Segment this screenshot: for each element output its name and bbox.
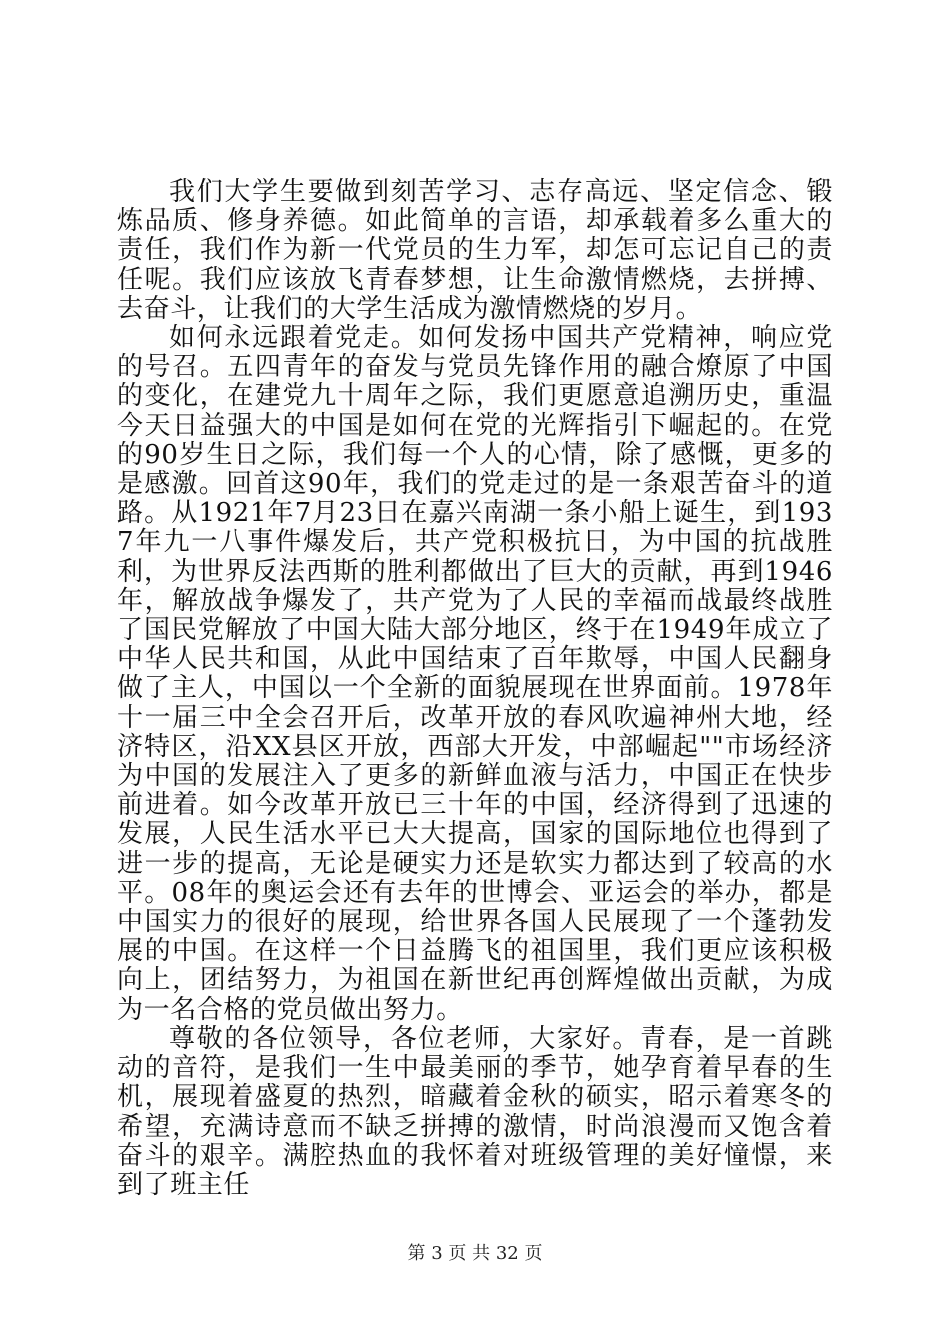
paragraph-1: 我们大学生要做到刻苦学习、志存高远、坚定信念、锻炼品质、修身养德。如此简单的言语，却承载着多么重大的责任，我们作为新一代党员的生力军，却怎可忘记自己的责任呢。我们应该放飞青春梦想，让生命激情燃烧，去拼搏、去奋斗，让我们的大学生活成为激情燃烧的岁月。: [117, 177, 833, 324]
page-number-footer: 第 3 页 共 32 页: [407, 1243, 543, 1264]
paragraph-2: 如何永远跟着党走。如何发扬中国共产党精神，响应党的号召。五四青年的奋发与党员先锋作用的融合燎原了中国的变化，在建党九十周年之际，我们更愿意追溯历史，重温今天日益强大的中国是如何在党的光辉指引下崛起的。在党的90岁生日之际，我们每一个人的心情，除了感慨，更多的是感激。回首这90年，我们的党走过的是一条艰苦奋斗的道路。从1921年7月23日在嘉兴南湖一条小船上诞生，到1937年九一八事件爆发后，共产党积极抗日，为中国的抗战胜利，为世界反法西斯的胜利都做出了巨大的贡献，再到1946年，解放战争爆发了，共产党为了人民的幸福而战最终战胜了国民党解放了中国大陆大部分地区，终于在1949年成立了中华人民共和国，从此中国结束了百年欺辱，中国人民翻身做了主人，中国以一个全新的面貌展现在世界面前。1978年十一届三中全会召开后，改革开放的春风吹遍神州大地，经济特区，沿XX县区开放，西部大开发，中部崛起""市场经济为中国的发展注入了更多的新鲜血液与活力，中国正在快步前进着。如今改革开放已三十年的中国，经济得到了迅速的发展，人民生活水平已大大提高，国家的国际地位也得到了进一步的提高，无论是硬实力还是软实力都达到了较高的水平。08年的奥运会还有去年的世博会、亚运会的举办，都是中国实力的很好的展现，给世界各国人民展现了一个蓬勃发展的中国。在这样一个日益腾飞的祖国里，我们更应该积极向上，团结努力，为祖国在新世纪再创辉煌做出贡献，为成为一名合格的党员做出努力。: [117, 323, 833, 1025]
paragraph-3: 尊敬的各位领导，各位老师，大家好。青春，是一首跳动的音符，是我们一生中最美丽的季节，她孕育着早春的生机，展现着盛夏的热烈，暗藏着金秋的硕实，昭示着寒冬的希望，充满诗意而不缺乏拼搏的激情，时尚浪漫而又饱含着奋斗的艰辛。满腔热血的我怀着对班级管理的美好憧憬，来到了班主任: [117, 1023, 833, 1200]
document-body: [117, 178, 833, 1200]
